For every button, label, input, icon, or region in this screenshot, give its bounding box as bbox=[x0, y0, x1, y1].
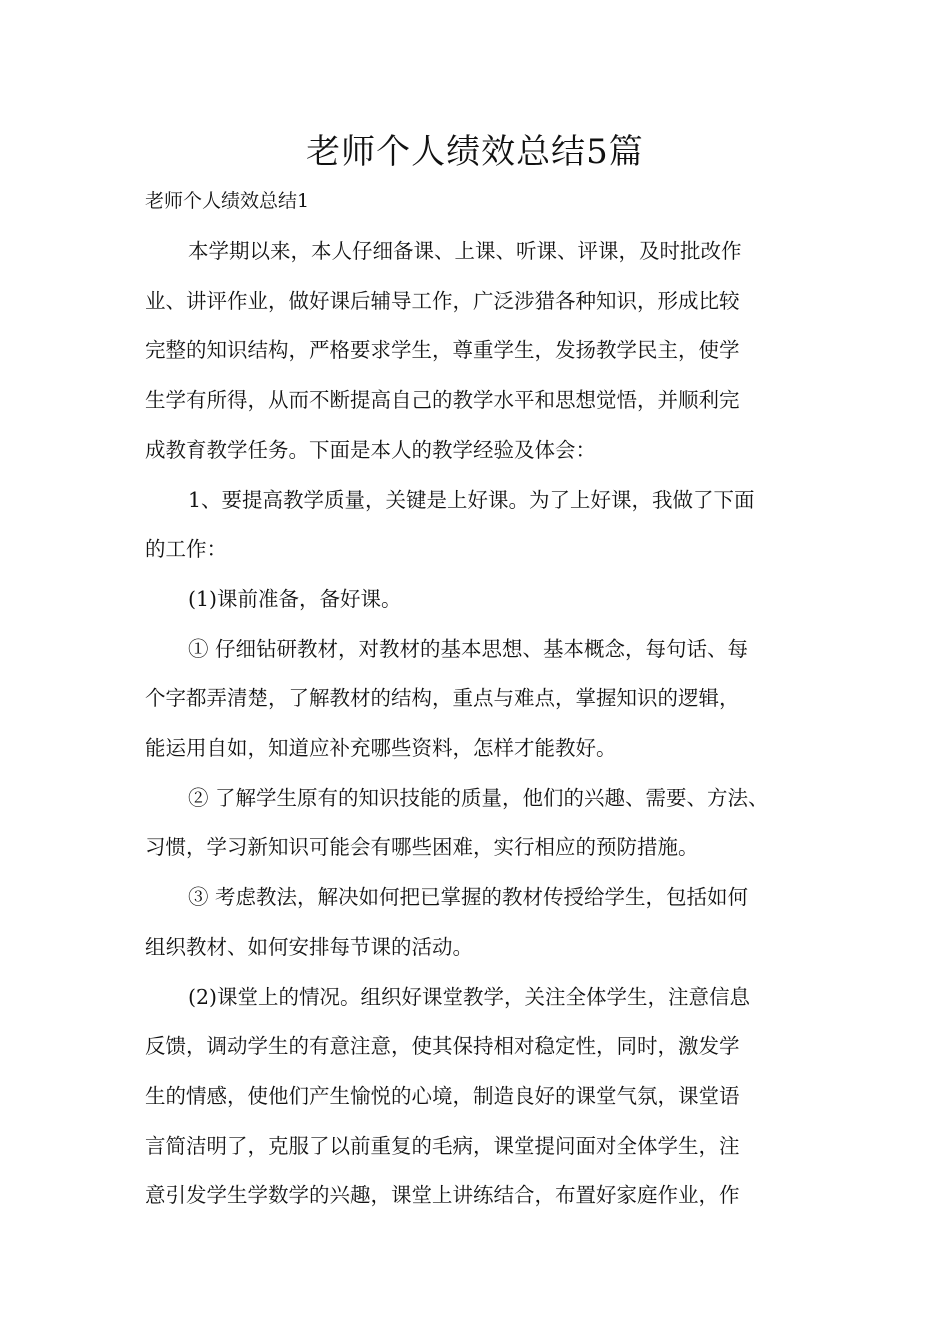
paragraph-line: 业、讲评作业，做好课后辅导工作，广泛涉猎各种知识，形成比较 bbox=[145, 289, 740, 313]
paragraph-line: 个字都弄清楚，了解教材的结构，重点与难点，掌握知识的逻辑， bbox=[145, 686, 740, 710]
paragraph-line: ① 仔细钻研教材，对教材的基本思想、基本概念，每句话、每 bbox=[188, 637, 749, 661]
paragraph-line: 的工作： bbox=[145, 537, 227, 561]
paragraph-line: 生的情感，使他们产生愉悦的心境，制造良好的课堂气氛，课堂语 bbox=[145, 1084, 740, 1108]
paragraph-line: 能运用自如，知道应补充哪些资料，怎样才能教好。 bbox=[145, 736, 617, 760]
paragraph-line: (2)课堂上的情况。组织好课堂教学，关注全体学生，注意信息 bbox=[188, 985, 751, 1009]
section-heading: 老师个人绩效总结1 bbox=[145, 190, 310, 212]
paragraph-line: 言简洁明了，克服了以前重复的毛病，课堂提问面对全体学生，注 bbox=[145, 1134, 740, 1158]
paragraph-line: 习惯，学习新知识可能会有哪些困难，实行相应的预防措施。 bbox=[145, 835, 699, 859]
paragraph-line: 本学期以来，本人仔细备课、上课、听课、评课，及时批改作 bbox=[188, 239, 742, 263]
paragraph-line: 意引发学生学数学的兴趣，课堂上讲练结合，布置好家庭作业，作 bbox=[145, 1183, 740, 1207]
paragraph-line: 组织教材、如何安排每节课的活动。 bbox=[145, 935, 473, 959]
paragraph-line: 反馈，调动学生的有意注意，使其保持相对稳定性，同时，激发学 bbox=[145, 1034, 740, 1058]
paragraph-line: 成教育教学任务。下面是本人的教学经验及体会： bbox=[145, 438, 596, 462]
paragraph-line: (1)课前准备，备好课。 bbox=[188, 587, 402, 611]
paragraph-line: 完整的知识结构，严格要求学生，尊重学生，发扬教学民主，使学 bbox=[145, 338, 740, 362]
paragraph-line: ③ 考虑教法，解决如何把已掌握的教材传授给学生，包括如何 bbox=[188, 885, 749, 909]
paragraph-line: ② 了解学生原有的知识技能的质量，他们的兴趣、需要、方法、 bbox=[188, 786, 769, 810]
paragraph-line: 1、要提高教学质量，关键是上好课。为了上好课，我做了下面 bbox=[188, 488, 755, 512]
document-title: 老师个人绩效总结5篇 bbox=[306, 132, 644, 172]
paragraph-line: 生学有所得，从而不断提高自己的教学水平和思想觉悟，并顺利完 bbox=[145, 388, 740, 412]
